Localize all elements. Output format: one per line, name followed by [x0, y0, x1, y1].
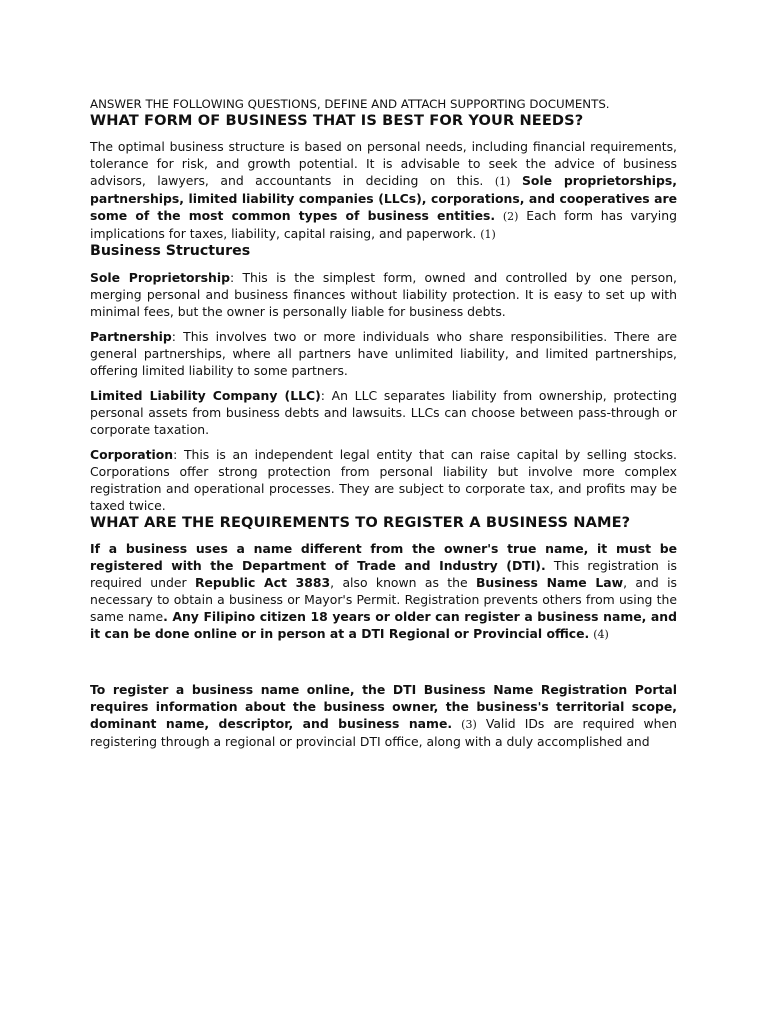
q2-text-1: This registration is required under: [90, 558, 677, 590]
question-2-heading: WHAT ARE THE REQUIREMENTS TO REGISTER A BUSINESS NAME?: [90, 514, 631, 531]
citation: (3): [461, 718, 477, 731]
question-2-paragraph-1: [90, 540, 677, 643]
structure-definition: : This is the simplest form, owned and controlled by one person, merging personal and business finances without liability protection. It is easy to set up with minimal fees, but the owner is personally liable for business debts.: [90, 270, 677, 319]
citation: (1): [494, 175, 511, 188]
structure-item-partnership: [90, 328, 677, 379]
question-2-paragraph-2: [90, 681, 677, 750]
q2-bold-4: . Any Filipino citizen 18 years or older can register a business name, and it can be done online or in person at a DTI Regional or Provincial office.: [90, 609, 677, 641]
q2-bold-1: If a business uses a name different from the owner's true name, it must be registered with the Department of Trade and Industry (DTI).: [90, 541, 677, 573]
question-1-heading: WHAT FORM OF BUSINESS THAT IS BEST FOR YOUR NEEDS?: [90, 112, 584, 129]
structure-definition: : This is an independent legal entity that can raise capital by selling stocks. Corporations offer strong protection from personal liability but involve more complex registration and operational processes. They are subject to corporate tax, and profits may be taxed twice.: [90, 447, 677, 513]
structure-definition: : This involves two or more individuals who share responsibilities. There are general partnerships, where all partners have unlimited liability, and limited partnerships, offering limited liability to some partners.: [90, 329, 677, 378]
q2-text-2: , also known as the: [330, 575, 476, 590]
q1-text-a: The optimal business structure is based on personal needs, including financial requirements, tolerance for risk, and growth potential. It is advisable to seek the advice of business advisors, lawyers, and accountants in deciding on this.: [90, 139, 677, 188]
citation: (4): [593, 628, 609, 641]
structure-term: Corporation: [90, 447, 174, 462]
citation: (1): [480, 228, 496, 241]
q2-p2-bold: To register a business name online, the DTI Business Name Registration Portal requires information about the business owner, the business's territorial scope, dominant name, descriptor, and business name.: [90, 682, 677, 731]
structure-term: Partnership: [90, 329, 172, 344]
business-structures-heading: Business Structures: [90, 243, 251, 259]
structure-item-llc: [90, 387, 677, 438]
structure-item-sole-proprietorship: [90, 269, 677, 320]
q1-bold-statement: Sole proprietorships, partnerships, limited liability companies (LLCs), corporations, and cooperatives are some of the most common types of business entities.: [90, 173, 677, 223]
structure-term: Limited Liability Company (LLC): [90, 388, 321, 403]
q1-text-b: Each form has varying implications for taxes, liability, capital raising, and paperwork.: [90, 208, 677, 241]
structure-term: Sole Proprietorship: [90, 270, 230, 285]
question-1-paragraph: [90, 138, 677, 243]
citation: (2): [502, 210, 519, 223]
instructions-line: ANSWER THE FOLLOWING QUESTIONS, DEFINE AND ATTACH SUPPORTING DOCUMENTS.: [90, 97, 610, 111]
q2-bold-act: Republic Act 3883: [194, 575, 331, 590]
q2-bold-law: Business Name Law: [475, 575, 624, 590]
q2-p2-text: Valid IDs are required when registering through a regional or provincial DTI office, along with a duly accomplished and: [90, 716, 677, 749]
q2-text-3: , and is necessary to obtain a business or Mayor's Permit. Registration prevents others from using the same name: [90, 575, 677, 624]
document-page: [90, 96, 677, 750]
structure-definition: : An LLC separates liability from ownership, protecting personal assets from business debts and lawsuits. LLCs can choose between pass-through or corporate taxation.: [90, 388, 677, 437]
structure-item-corporation: [90, 446, 677, 514]
